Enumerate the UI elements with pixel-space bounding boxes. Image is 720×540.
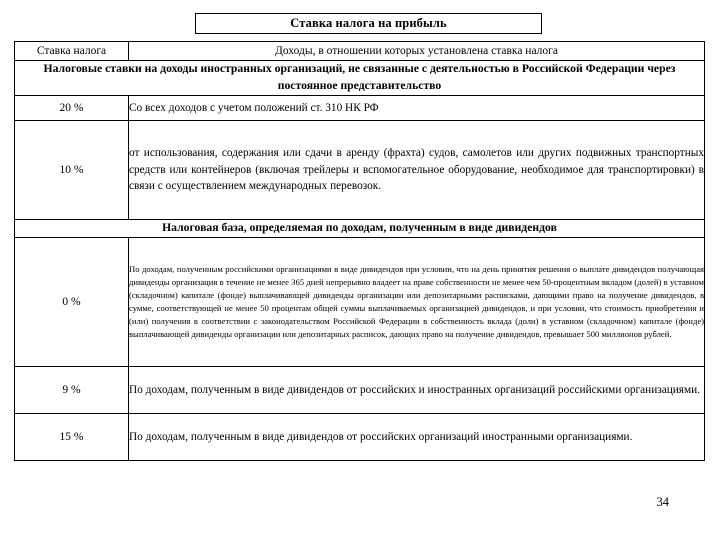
tax-rate-value: 9 %	[15, 366, 129, 413]
tax-rate-description: от использования, содержания или сдачи в аренду (фрахта) судов, самолетов или других подвижных транспортных средств или контейнеров (включая трейлеры и вспомогательное оборудование, необходимое для транспортировки) в связи с осуществлением международных перевозок.	[129, 120, 705, 219]
tax-rate-description: По доходам, полученным российскими организациями в виде дивидендов при условии, что на день принятия решения о выплате дивидендов получающая дивиденды организация в течение не менее 365 дней непрерывно владеет на праве собственности не менее чем 50-процентным вкладом (долей) в уставном (складочном) капитале (фонде) выплачивающей дивиденды организации или депозитарными расписками, дающими право на получение дивидендов, в сумме, соответствующей не менее 50 процентам общей суммы выплачиваемых организацией дивидендов, и при условии, что стоимость приобретения и (или) получения в соответствии с законодательством Российской Федерации в собственность вклада (доли) в уставном (складочном) капитале (фонде) выплачивающей дивиденды организации или депозитарных расписок, дающих право на получение дивидендов, превышает 500 миллионов рублей.	[129, 237, 705, 366]
section-banner-dividends: Налоговая база, определяемая по доходам, полученным в виде дивидендов	[15, 219, 705, 237]
tax-rate-description: По доходам, полученным в виде дивидендов от российских организаций иностранными организациями.	[129, 413, 705, 460]
table-row	[15, 366, 705, 413]
section-banner-row	[15, 219, 705, 237]
section-banner-row	[15, 61, 705, 96]
tax-rate-value: 10 %	[15, 120, 129, 219]
tax-rate-description: По доходам, полученным в виде дивидендов от российских и иностранных организаций российскими организациями.	[129, 366, 705, 413]
tax-rate-value: 15 %	[15, 413, 129, 460]
tax-rate-description: Со всех доходов с учетом положений ст. 310 НК РФ	[129, 95, 705, 120]
tax-rate-value: 20 %	[15, 95, 129, 120]
tax-rate-value: 0 %	[15, 237, 129, 366]
table-row	[15, 120, 705, 219]
tax-rate-table	[14, 41, 705, 461]
table-row	[15, 95, 705, 120]
page-number: 34	[656, 495, 669, 509]
document-title-box	[195, 13, 542, 34]
table-row	[15, 413, 705, 460]
page-title: Ставка налога на прибыль	[290, 16, 447, 31]
column-header-rate: Ставка налога	[15, 42, 129, 61]
table-row	[15, 237, 705, 366]
section-banner-foreign-organizations: Налоговые ставки на доходы иностранных организаций, не связанные с деятельностью в Российской Федерации через постоянное представительство	[15, 61, 705, 96]
column-header-description: Доходы, в отношении которых установлена ставка налога	[129, 42, 705, 61]
table-header-row	[15, 42, 705, 61]
